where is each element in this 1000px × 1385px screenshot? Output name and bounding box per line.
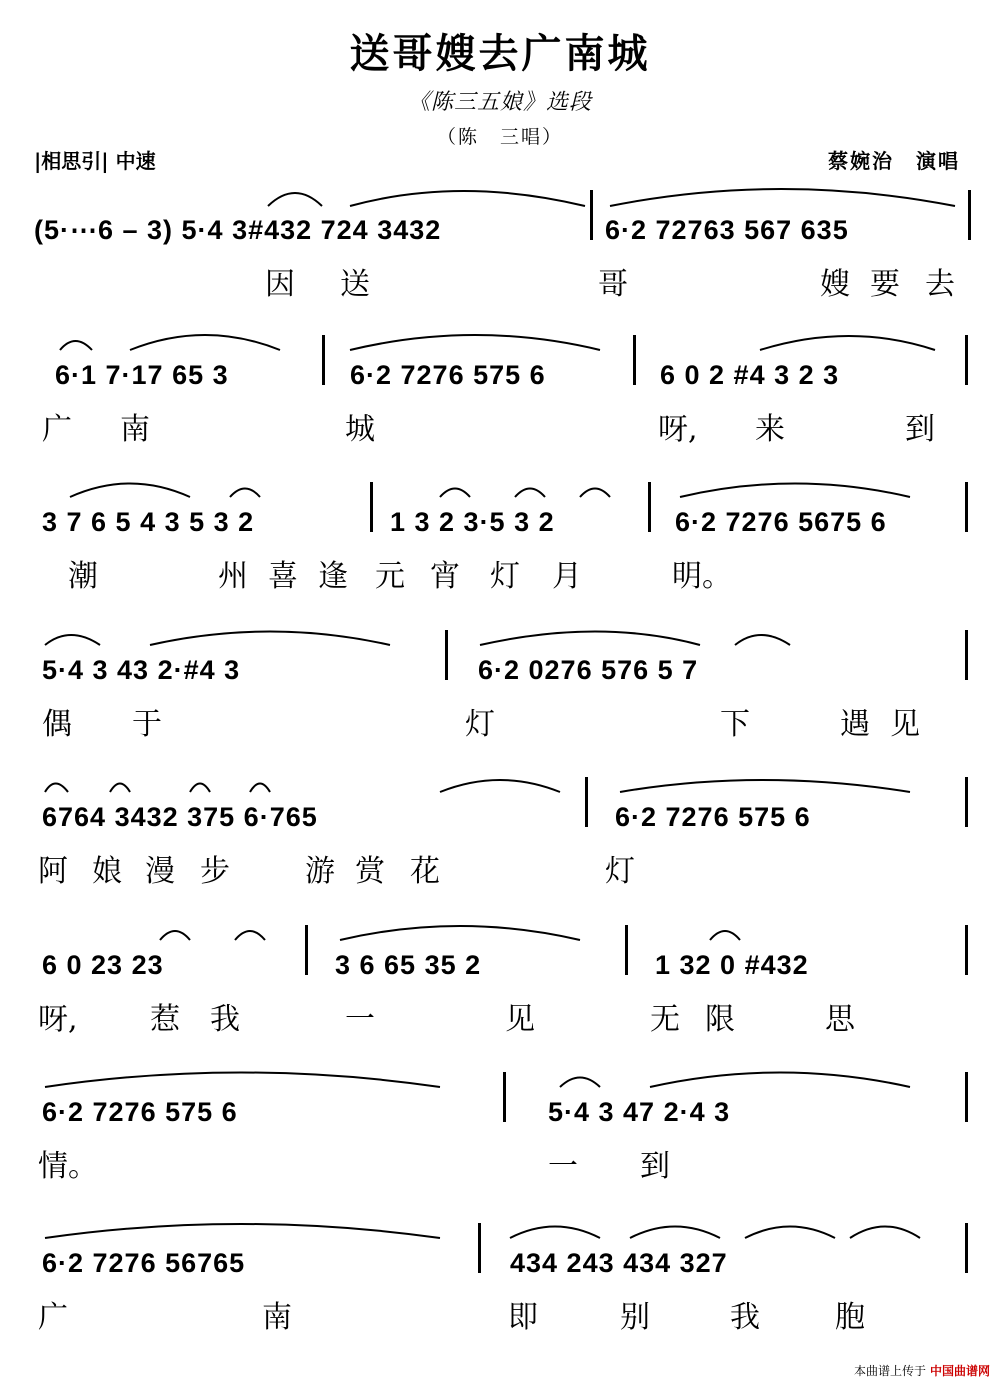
lyric: 要 bbox=[870, 267, 900, 302]
slur bbox=[610, 189, 955, 206]
lyric: 于 bbox=[132, 707, 162, 742]
slur bbox=[190, 784, 210, 793]
lyric: 潮 bbox=[68, 559, 98, 594]
lyric: 步 bbox=[200, 854, 230, 889]
system-8-bar-1: 6·2 7276 56765 bbox=[42, 1248, 246, 1278]
lyric: 去 bbox=[925, 267, 955, 302]
system-5-bar-2: 6·2 7276 575 6 bbox=[615, 802, 811, 832]
lyric: 灯 bbox=[605, 854, 635, 889]
slur bbox=[560, 1078, 600, 1088]
lyric: 来 bbox=[755, 412, 785, 447]
lyric: 娘 bbox=[92, 854, 122, 889]
slur bbox=[110, 784, 130, 793]
lyric: 一 bbox=[345, 1002, 375, 1037]
slur bbox=[440, 780, 560, 792]
slur bbox=[480, 632, 700, 646]
system-6-bar-3: 1 32 0 #432 bbox=[655, 950, 809, 980]
lyric: 遇 bbox=[840, 707, 870, 742]
slur bbox=[45, 784, 68, 793]
lyric: 我 bbox=[730, 1300, 760, 1335]
slur bbox=[60, 341, 92, 350]
slur bbox=[150, 632, 390, 646]
lyric: 即 bbox=[508, 1300, 538, 1335]
slur bbox=[650, 1073, 910, 1088]
lyric: 赏 bbox=[355, 854, 385, 889]
lyric: 思 bbox=[825, 1002, 855, 1037]
lyric: 花 bbox=[410, 854, 440, 889]
tempo-marking: |相思引| 中速 bbox=[34, 149, 156, 173]
system-3-bar-1: 3 7 6 5 4 3 5 3 2 bbox=[42, 507, 255, 537]
system-2-bar-3: 6 0 2 #4 3 2 3 bbox=[660, 360, 840, 390]
lyric: 南 bbox=[120, 412, 150, 447]
slur bbox=[45, 635, 100, 645]
system-3-bar-3: 6·2 7276 5675 6 bbox=[675, 507, 887, 537]
system-3-bar-2: 1 3 2 3·5 3 2 bbox=[390, 507, 555, 537]
slur bbox=[350, 335, 600, 350]
lyric: 元 bbox=[375, 559, 405, 594]
lyric: 情。 bbox=[38, 1149, 98, 1184]
system-5-bar-1: 6764 3432 375 6·765 bbox=[42, 802, 318, 832]
lyric: 惹 bbox=[150, 1002, 180, 1037]
system-4-bar-2: 6·2 0276 576 5 7 bbox=[478, 655, 699, 685]
lyric: 见 bbox=[505, 1002, 535, 1037]
song-subtitle: 《陈三五娘》选段 bbox=[407, 90, 592, 115]
system-2-bar-2: 6·2 7276 575 6 bbox=[350, 360, 546, 390]
lyric: 别 bbox=[620, 1300, 650, 1335]
slur bbox=[235, 931, 265, 940]
lyric: 州 bbox=[218, 559, 248, 594]
lyric: 灯 bbox=[490, 559, 520, 594]
slur bbox=[340, 926, 580, 940]
lyric: 城 bbox=[345, 412, 375, 447]
lyric: 宵 bbox=[430, 559, 460, 594]
slur bbox=[620, 780, 910, 792]
slur bbox=[350, 191, 585, 206]
lyric: 无 bbox=[650, 1002, 680, 1037]
lyric: 明。 bbox=[672, 559, 732, 594]
system-6-bar-1: 6 0 23 23 bbox=[42, 950, 164, 980]
upload-note: 本曲谱上传于 bbox=[853, 1364, 926, 1378]
performer-credit: 蔡婉治 演唱 bbox=[828, 149, 960, 173]
slur bbox=[580, 489, 610, 498]
system-8-bar-2: 434 243 434 327 bbox=[510, 1248, 728, 1278]
slur bbox=[745, 1227, 835, 1239]
lyric: 喜 bbox=[268, 559, 298, 594]
slur bbox=[70, 484, 190, 498]
slur bbox=[680, 484, 910, 498]
lyric: 到 bbox=[640, 1149, 670, 1184]
slur bbox=[250, 784, 270, 793]
lyric: 一 bbox=[548, 1149, 578, 1184]
slur bbox=[160, 931, 190, 940]
slur bbox=[710, 931, 740, 940]
lyric: 限 bbox=[705, 1002, 735, 1037]
slur bbox=[130, 335, 280, 350]
lyric: 灯 bbox=[465, 707, 495, 742]
system-1-bar-2: 6·2 72763 567 635 bbox=[605, 215, 849, 245]
system-4-bar-1: 5·4 3 43 2·#4 3 bbox=[42, 655, 241, 685]
system-2-bar-1: 6·1 7·17 65 3 bbox=[55, 360, 229, 390]
lyric: 到 bbox=[905, 412, 935, 447]
lyric: 送 bbox=[340, 267, 370, 302]
lyric: 因 bbox=[265, 267, 295, 302]
lyric: 嫂 bbox=[820, 267, 850, 302]
system-7-bar-2: 5·4 3 47 2·4 3 bbox=[548, 1097, 731, 1127]
lyric: 我 bbox=[210, 1002, 240, 1037]
site-footer bbox=[854, 1362, 990, 1379]
lyric: 下 bbox=[720, 707, 750, 742]
lyric: 呀, bbox=[658, 412, 698, 447]
lyric: 呀, bbox=[38, 1002, 78, 1037]
slur bbox=[760, 336, 935, 350]
system-6-bar-2: 3 6 65 35 2 bbox=[335, 950, 482, 980]
slur bbox=[45, 1073, 440, 1088]
slur bbox=[515, 489, 545, 498]
lyric: 见 bbox=[890, 707, 920, 742]
lyric: 月 bbox=[552, 559, 582, 594]
slur bbox=[45, 1224, 440, 1238]
lyric: 哥 bbox=[598, 267, 628, 302]
system-1-bar-1: (5·⋯6 – 3) 5·4 3#432 724 3432 bbox=[34, 215, 442, 245]
lyric: 漫 bbox=[145, 854, 175, 889]
lyric: 胞 bbox=[835, 1300, 865, 1335]
lyric: 阿 bbox=[38, 854, 68, 889]
song-title: 送哥嫂去广南城 bbox=[349, 30, 651, 77]
system-7-bar-1: 6·2 7276 575 6 bbox=[42, 1097, 238, 1127]
site-brand[interactable]: 中国曲谱网 bbox=[929, 1364, 990, 1378]
slur bbox=[440, 489, 470, 498]
singer-note: （陈 三唱） bbox=[436, 126, 563, 148]
lyric: 广 bbox=[38, 1300, 68, 1335]
lyric: 游 bbox=[305, 854, 335, 889]
lyric: 南 bbox=[262, 1300, 292, 1335]
lyric: 偶 bbox=[42, 707, 72, 742]
slur bbox=[268, 193, 322, 206]
slur bbox=[230, 489, 260, 498]
slur bbox=[850, 1227, 920, 1239]
slur bbox=[630, 1227, 720, 1239]
lyric: 广 bbox=[42, 412, 72, 447]
slur bbox=[510, 1227, 600, 1239]
slur bbox=[735, 635, 790, 645]
lyric: 逢 bbox=[318, 559, 348, 594]
